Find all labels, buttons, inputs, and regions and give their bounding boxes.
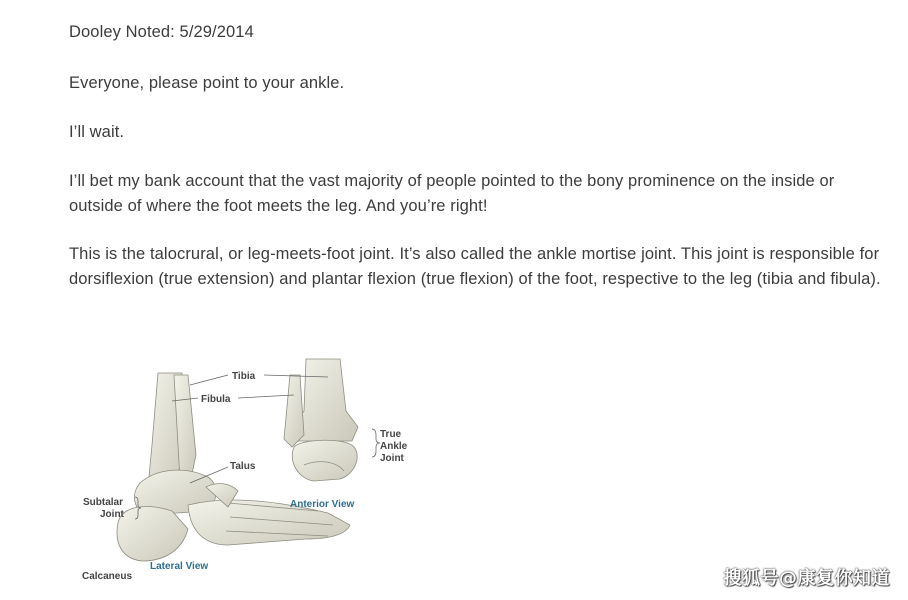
paragraph: This is the talocrural, or leg-meets-foot joint. It’s also called the ankle mortise joint. This joint is responsible for dorsiflexion (true extension) and plantar flexion (true flexion) of the foot, respective to the leg (tibia and fibula). (69, 245, 881, 288)
paragraph: I’ll wait. (69, 123, 125, 141)
label-calcaneus: Calcaneus (82, 571, 133, 582)
watermark: 搜狐号@康复你知道 (723, 568, 890, 589)
paragraph: I’ll bet my bank account that the vast majority of people pointed to the bony prominence on the inside or outside of where the foot meets the leg. And you’re right! (69, 172, 835, 215)
label-fibula: Fibula (201, 394, 231, 405)
label-true-ankle-joint-1: True (380, 429, 402, 440)
label-true-ankle-joint-2: Ankle (380, 441, 408, 452)
label-tibia: Tibia (232, 371, 256, 382)
label-lateral-view: Lateral View (150, 561, 209, 572)
label-anterior-view: Anterior View (290, 499, 355, 510)
article (69, 20, 889, 292)
label-true-ankle-joint-3: Joint (380, 453, 404, 464)
paragraph: Everyone, please point to your ankle. (69, 74, 345, 92)
label-subtalar-joint-1: Subtalar (83, 497, 124, 508)
article-dateline: Dooley Noted: 5/29/2014 (69, 23, 254, 41)
label-talus: Talus (230, 461, 256, 472)
anterior-view-bones (284, 359, 358, 481)
ankle-anatomy-illustration (78, 355, 418, 590)
ankle-anatomy-figure (78, 355, 418, 590)
label-subtalar-joint-2: Joint (100, 509, 124, 520)
